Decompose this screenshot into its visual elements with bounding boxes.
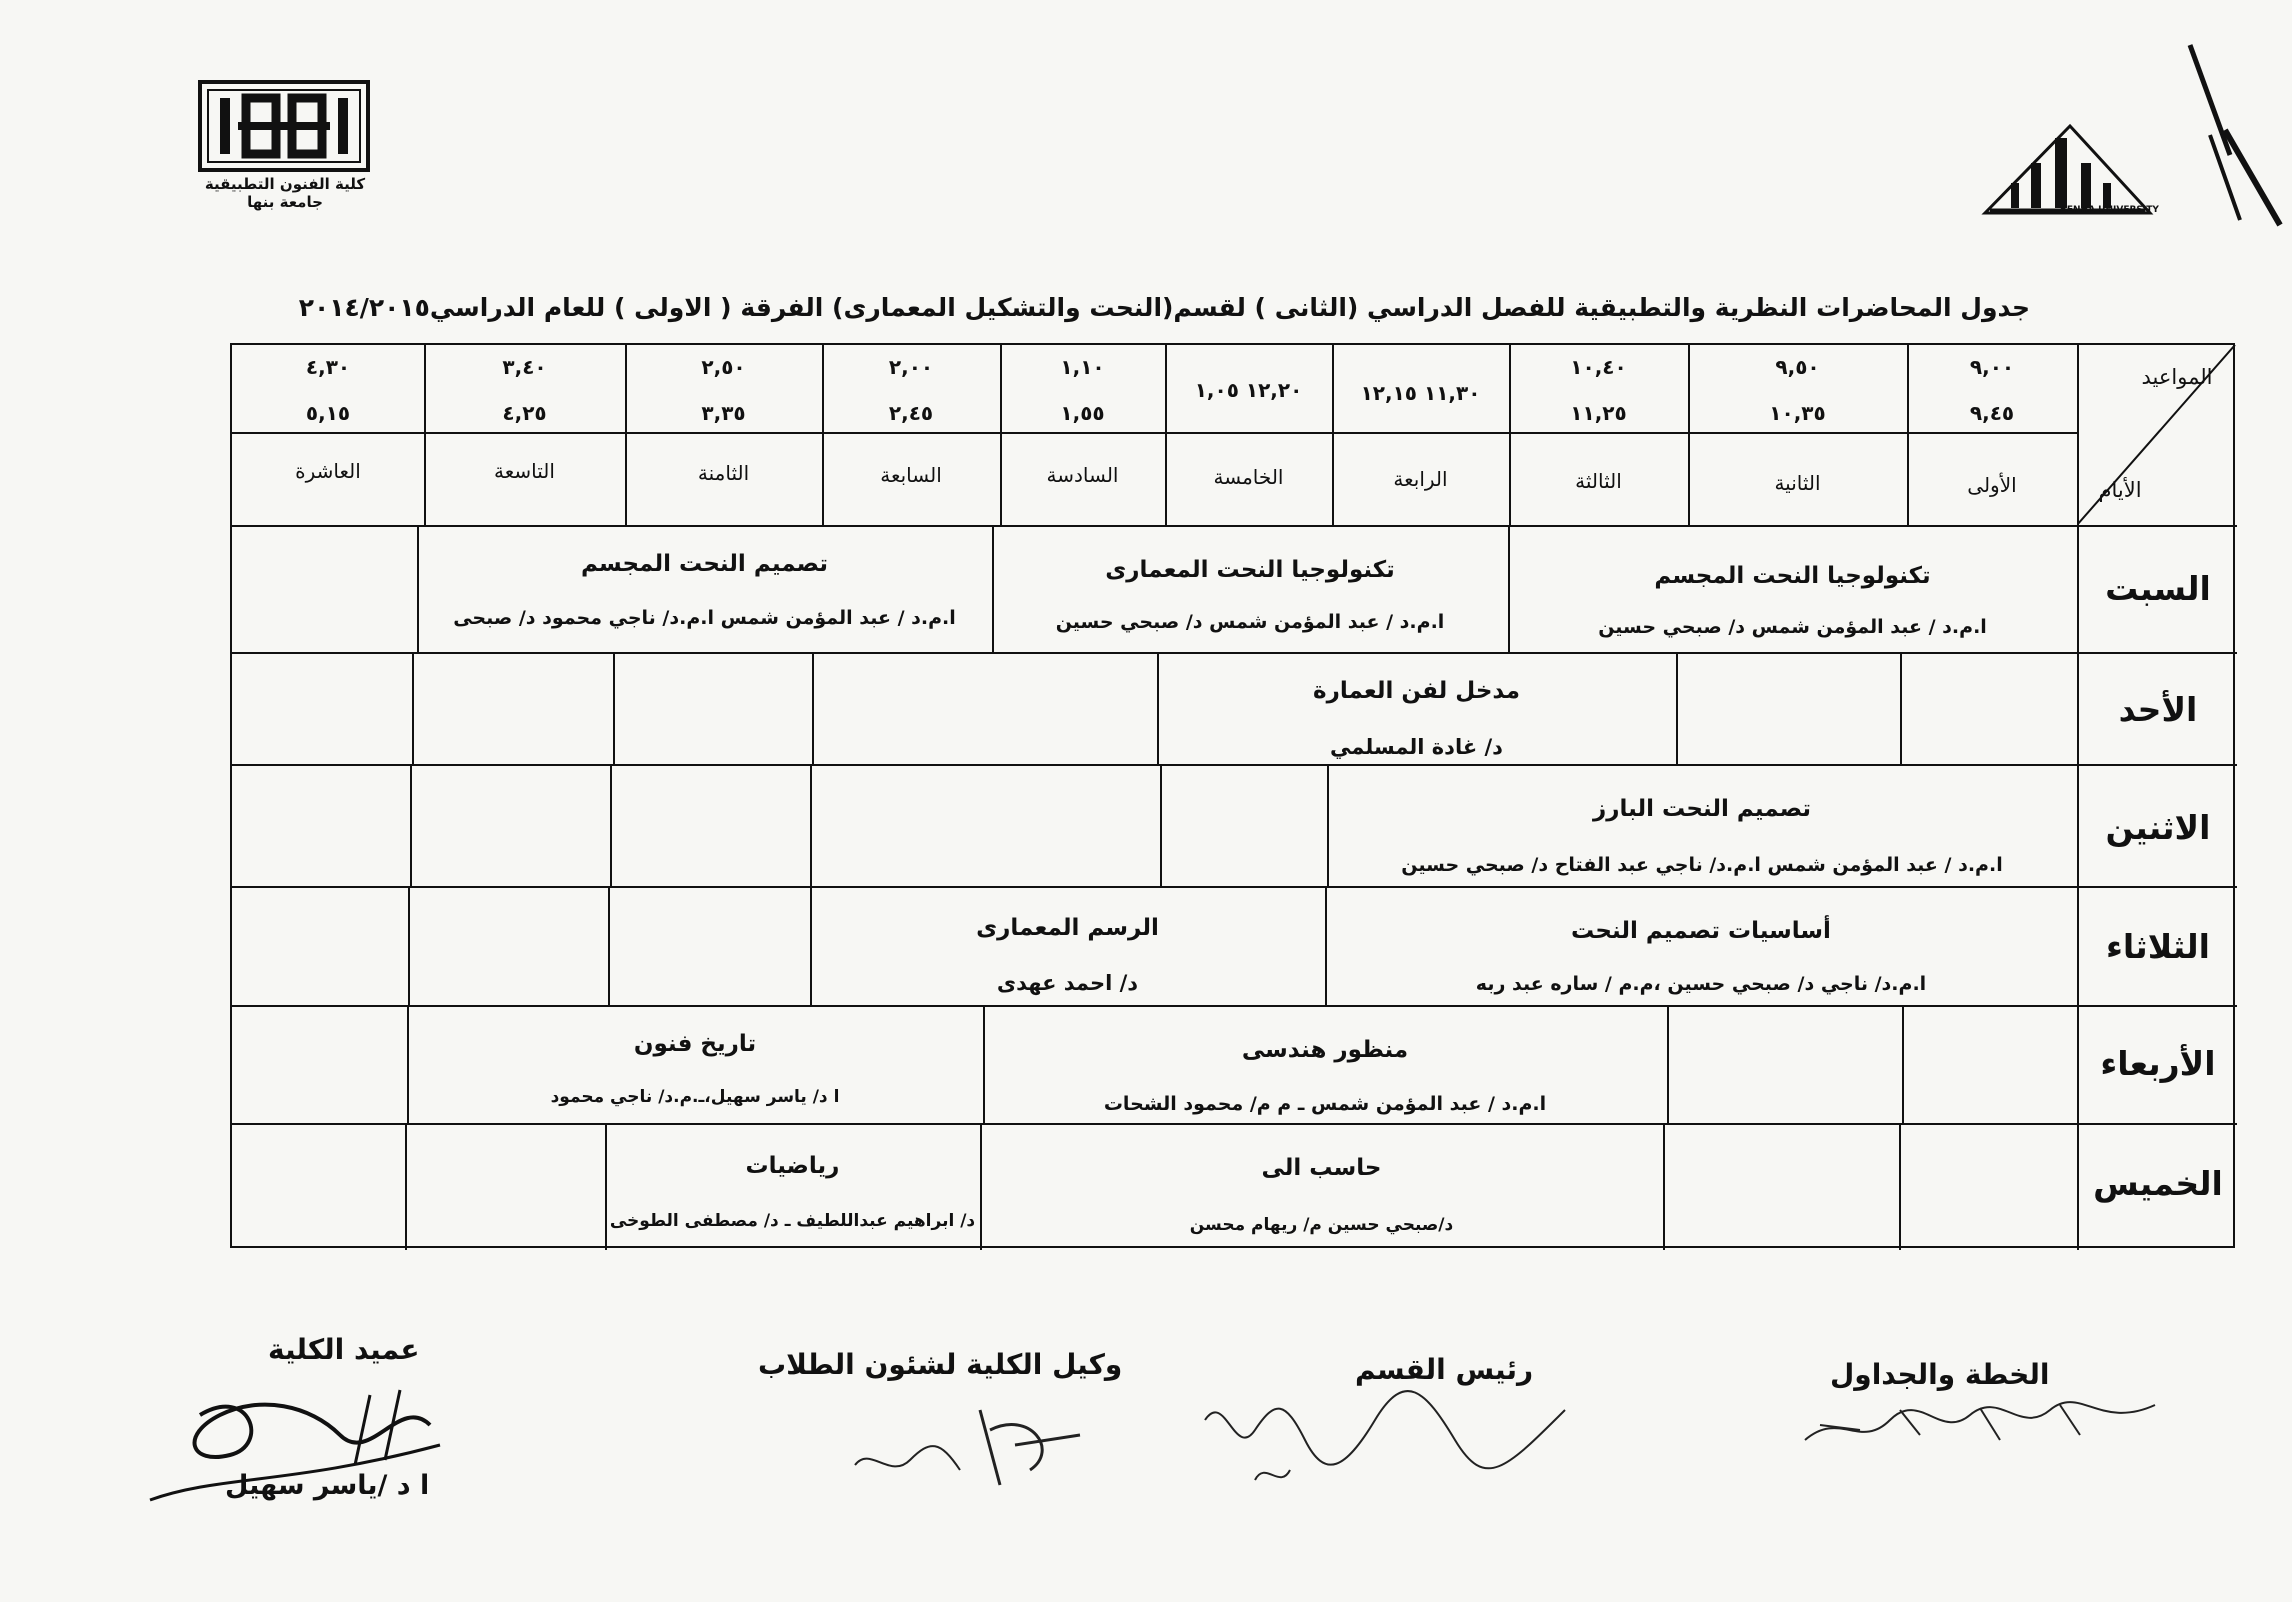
session-course: تاريخ فنون bbox=[633, 1031, 757, 1057]
time-slot-8-start: ٢,٥٠ bbox=[701, 355, 746, 379]
session-course: تكنولوجيا النحت المعمارى bbox=[1105, 557, 1395, 583]
session-course: حاسب الى bbox=[1261, 1155, 1382, 1181]
head-signature bbox=[1195, 1380, 1575, 1500]
session-course: الرسم المعمارى bbox=[976, 915, 1159, 941]
day-sunday: الأحد bbox=[2118, 690, 2198, 729]
period-10-label: العاشرة bbox=[295, 459, 361, 483]
time-slot-6-start: ١,١٠ bbox=[1060, 355, 1105, 379]
session-staff: ا.م.د/ ناجي د/ صبحي حسين ،م.م / ساره عبد ربه bbox=[1475, 973, 1927, 995]
time-slot-8-end: ٣,٣٥ bbox=[701, 401, 746, 425]
session-course: مدخل لفن العمارة bbox=[1313, 678, 1520, 704]
time-slot-6-end: ١,٥٥ bbox=[1060, 401, 1105, 425]
day-tuesday: الثلاثاء bbox=[2106, 927, 2210, 966]
time-slot-7-end: ٢,٤٥ bbox=[888, 401, 934, 425]
schedule-table bbox=[230, 343, 2235, 1248]
session-staff: ا.م.د / عبد المؤمن شمس د/ صبحي حسين bbox=[1055, 611, 1445, 633]
signature-title-head: رئيس القسم bbox=[1355, 1353, 1534, 1386]
vice-dean-signature bbox=[840, 1390, 1100, 1500]
period-8-label: الثامنة bbox=[697, 461, 750, 485]
session-staff: د/ غادة المسلمي bbox=[1330, 735, 1503, 759]
corner-days-label: الأيام bbox=[2098, 478, 2142, 502]
day-wednesday: الأربعاء bbox=[2100, 1044, 2216, 1083]
faculty-logo-caption: كلية الفنون التطبيقية جامعة بنها bbox=[204, 175, 366, 211]
schedule-title: جدول المحاضرات النظرية والتطبيقية للفصل الدراسي (الثانى ) لقسم(النحت والتشكيل المعمارى) الفرقة ( الاولى ) للعام الدراسي٢٠١٤/٢٠١٥ bbox=[298, 293, 2030, 322]
session-staff: ا د/ ياسر سهيل،ـ.م.د/ ناجي محمود bbox=[550, 1087, 840, 1107]
signature-title-plans: الخطة والجداول bbox=[1830, 1358, 2050, 1391]
session-staff: ا.م.د / عبد المؤمن شمس د/ صبحي حسين bbox=[1598, 616, 1987, 638]
time-slot-2-end: ١٠,٣٥ bbox=[1769, 401, 1826, 425]
period-7-label: السابعة bbox=[880, 463, 942, 487]
period-3-label: الثالثة bbox=[1575, 469, 1622, 493]
pen-marks bbox=[2170, 35, 2290, 235]
session-course: تصميم النحت البارز bbox=[1592, 796, 1812, 822]
session-course: رياضيات bbox=[745, 1153, 840, 1179]
time-slot-10-start: ٤,٣٠ bbox=[305, 355, 351, 379]
session-staff: د/صبحي حسين م/ ريهام محسن bbox=[1189, 1215, 1454, 1235]
dean-name: ا د /ياسر سهيل bbox=[225, 1470, 430, 1501]
period-6-label: السادسة bbox=[1046, 463, 1119, 487]
time-slot-3-start: ١٠,٤٠ bbox=[1570, 355, 1627, 379]
time-slot-1-end: ٩,٤٥ bbox=[1969, 401, 2015, 425]
session-staff: ا.م.د / عبد المؤمن شمس ـ م م/ محمود الشحات bbox=[1103, 1093, 1547, 1115]
dean-signature bbox=[140, 1375, 470, 1505]
plans-signature bbox=[1800, 1380, 2160, 1460]
day-saturday: السبت bbox=[2105, 569, 2211, 608]
session-course: تصميم النحت المجسم bbox=[581, 551, 828, 577]
time-slot-5: ١٢,٢٠ ١,٠٥ bbox=[1194, 378, 1303, 402]
university-logo-caption: BENHA UNIVERSITY bbox=[2060, 205, 2159, 215]
session-staff: ا.م.د / عبد المؤمن شمس ا.م.د/ ناجي عبد الفتاح د/ صبحي حسين bbox=[1401, 854, 2003, 876]
time-slot-2-start: ٩,٥٠ bbox=[1775, 355, 1820, 379]
session-course: أساسيات تصميم النحت bbox=[1571, 918, 1831, 944]
signature-title-vice-dean: وكيل الكلية لشئون الطلاب bbox=[758, 1348, 1123, 1381]
time-slot-7-start: ٢,٠٠ bbox=[888, 355, 934, 379]
time-slot-9-end: ٤,٢٥ bbox=[502, 401, 547, 425]
day-monday: الاثنين bbox=[2105, 808, 2211, 847]
session-staff: د/ ابراهيم عبداللطيف ـ د/ مصطفى الطوخى bbox=[609, 1211, 976, 1231]
faculty-logo bbox=[198, 80, 370, 172]
session-course: منظور هندسى bbox=[1241, 1037, 1409, 1063]
period-1-label: الأولى bbox=[1967, 473, 2017, 497]
time-slot-1-start: ٩,٠٠ bbox=[1969, 355, 2015, 379]
session-staff: د/ احمد عهدى bbox=[996, 971, 1139, 995]
period-9-label: التاسعة bbox=[494, 459, 555, 483]
signature-title-dean: عميد الكلية bbox=[268, 1333, 420, 1366]
time-slot-9-start: ٣,٤٠ bbox=[502, 355, 547, 379]
period-2-label: الثانية bbox=[1774, 471, 1821, 495]
period-4-label: الرابعة bbox=[1393, 467, 1448, 491]
session-staff: ا.م.د / عبد المؤمن شمس ا.م.د/ ناجي محمود د/ صبحى bbox=[453, 607, 956, 629]
time-slot-4: ١١,٣٠ ١٢,١٥ bbox=[1360, 381, 1481, 405]
corner-times-label: المواعيد bbox=[2141, 365, 2213, 389]
period-5-label: الخامسة bbox=[1213, 465, 1284, 489]
time-slot-10-end: ٥,١٥ bbox=[305, 401, 351, 425]
day-thursday: الخميس bbox=[2093, 1164, 2223, 1203]
session-course: تكنولوجيا النحت المجسم bbox=[1654, 563, 1931, 589]
time-slot-3-end: ١١,٢٥ bbox=[1570, 401, 1627, 425]
